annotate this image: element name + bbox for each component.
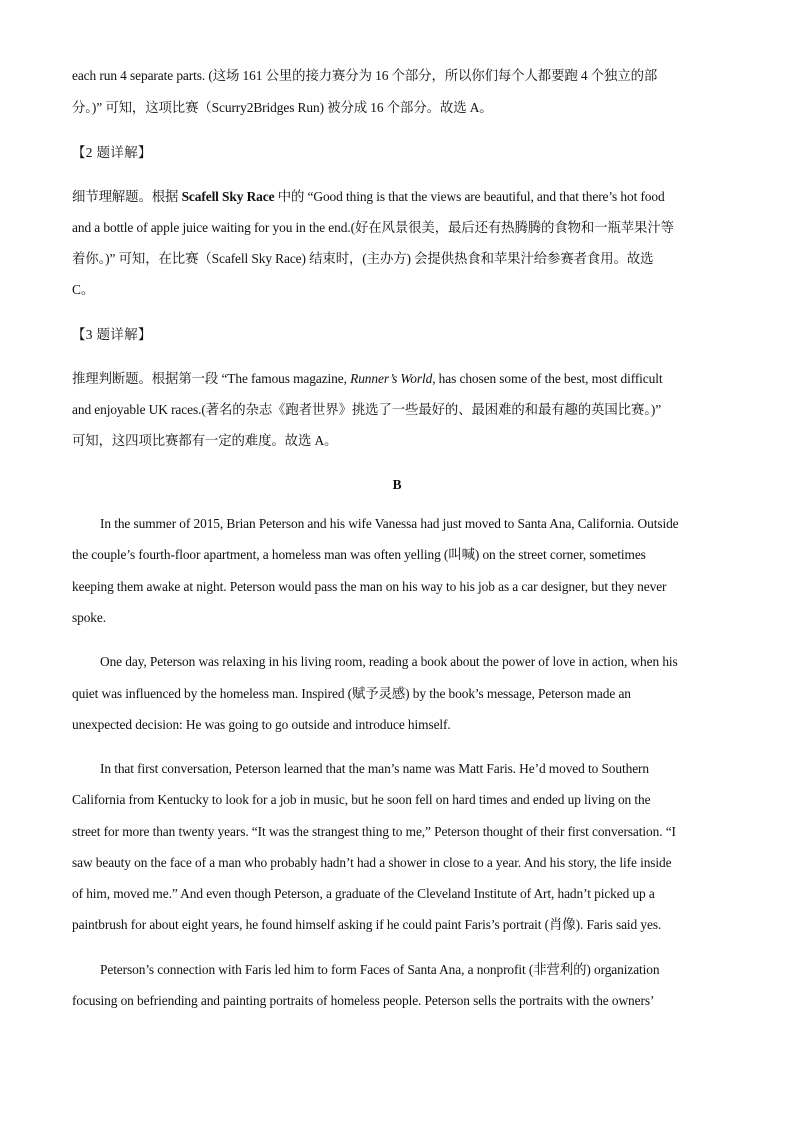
q3-line3: 可知，这四项比赛都有一定的难度。故选 A。 <box>72 433 338 448</box>
q3-line2: and enjoyable UK races.(著名的杂志《跑者世界》挑选了一些最好的、最困难的和最有趣的英国比赛。)” <box>72 402 662 417</box>
q2-line3: 着你。)” 可知，在比赛（Scafell Sky Race) 结束时，(主办方) 会提供热食和苹果汁给参赛者食用。故选 <box>72 251 654 266</box>
q2-line2: and a bottle of apple juice waiting for you in the end.(好在风景很美，最后还有热腾腾的食物和一瓶苹果汁等 <box>72 220 674 235</box>
p3-line: street for more than twenty years. “It was the strangest thing to me,” Peterson thought of their first conversation. “I <box>72 824 676 839</box>
p2-line: One day, Peterson was relaxing in his living room, reading a book about the power of love in action, when his <box>100 654 678 669</box>
q3-header: 【3 题详解】 <box>72 327 152 342</box>
q3-magazine-name: Runner’s World <box>350 371 433 386</box>
q3-line1-pre: 推理判断题。根据第一段 “The famous magazine, <box>72 371 351 386</box>
p3-line: In that first conversation, Peterson learned that the man’s name was Matt Faris. He’d moved to Southern <box>100 761 649 776</box>
answer1-line1: each run 4 separate parts. (这场 161 公里的接力赛分为 16 个部分，所以你们每个人都要跑 4 个独立的部 <box>72 68 658 83</box>
p3-line: of him, moved me.” And even though Peterson, a graduate of the Cleveland Institute of Art, hadn’t picked up a <box>72 886 655 901</box>
p3-line: saw beauty on the face of a man who probably hadn’t had a shower in close to a year. And his story, the life inside <box>72 855 672 870</box>
q2-line4: C。 <box>72 282 95 297</box>
p4-line: Peterson’s connection with Faris led him to form Faces of Santa Ana, a nonprofit (非营利的) organization <box>100 962 660 977</box>
q2-line1 <box>72 187 720 207</box>
q3-line1 <box>72 369 720 389</box>
q2-header: 【2 题详解】 <box>72 145 152 160</box>
p2-line: quiet was influenced by the homeless man. Inspired (赋予灵感) by the book’s message, Peterson made an <box>72 686 631 701</box>
q3-line1-post: , has chosen some of the best, most difficult <box>432 371 663 386</box>
answer1-line2: 分。)” 可知，这项比赛（Scurry2Bridges Run) 被分成 16 个部分。故选 A。 <box>72 100 493 115</box>
p1-line: In the summer of 2015, Brian Peterson and his wife Vanessa had just moved to Santa Ana, California. Outside <box>100 516 679 531</box>
passage-b-title: B <box>392 477 402 492</box>
p4-line: focusing on befriending and painting portraits of homeless people. Peterson sells the portraits with the owners’ <box>72 993 655 1008</box>
p3-line: paintbrush for about eight years, he found himself asking if he could paint Faris’s portrait (肖像). Faris said yes. <box>72 917 662 932</box>
p1-line: spoke. <box>72 610 106 625</box>
q2-line1-post: 中的 “Good thing is that the views are beautiful, and that there’s hot food <box>274 189 665 204</box>
p2-line: unexpected decision: He was going to go outside and introduce himself. <box>72 717 451 732</box>
q2-race-name: Scafell Sky Race <box>181 189 275 204</box>
p1-line: keeping them awake at night. Peterson would pass the man on his way to his job as a car designer, but they never <box>72 579 667 594</box>
p1-line: the couple’s fourth-floor apartment, a homeless man was often yelling (叫喊) on the street corner, sometimes <box>72 547 646 562</box>
p3-line: California from Kentucky to look for a job in music, but he soon fell on hard times and ended up living on the <box>72 792 651 807</box>
q2-line1-pre: 细节理解题。根据 <box>72 189 182 204</box>
